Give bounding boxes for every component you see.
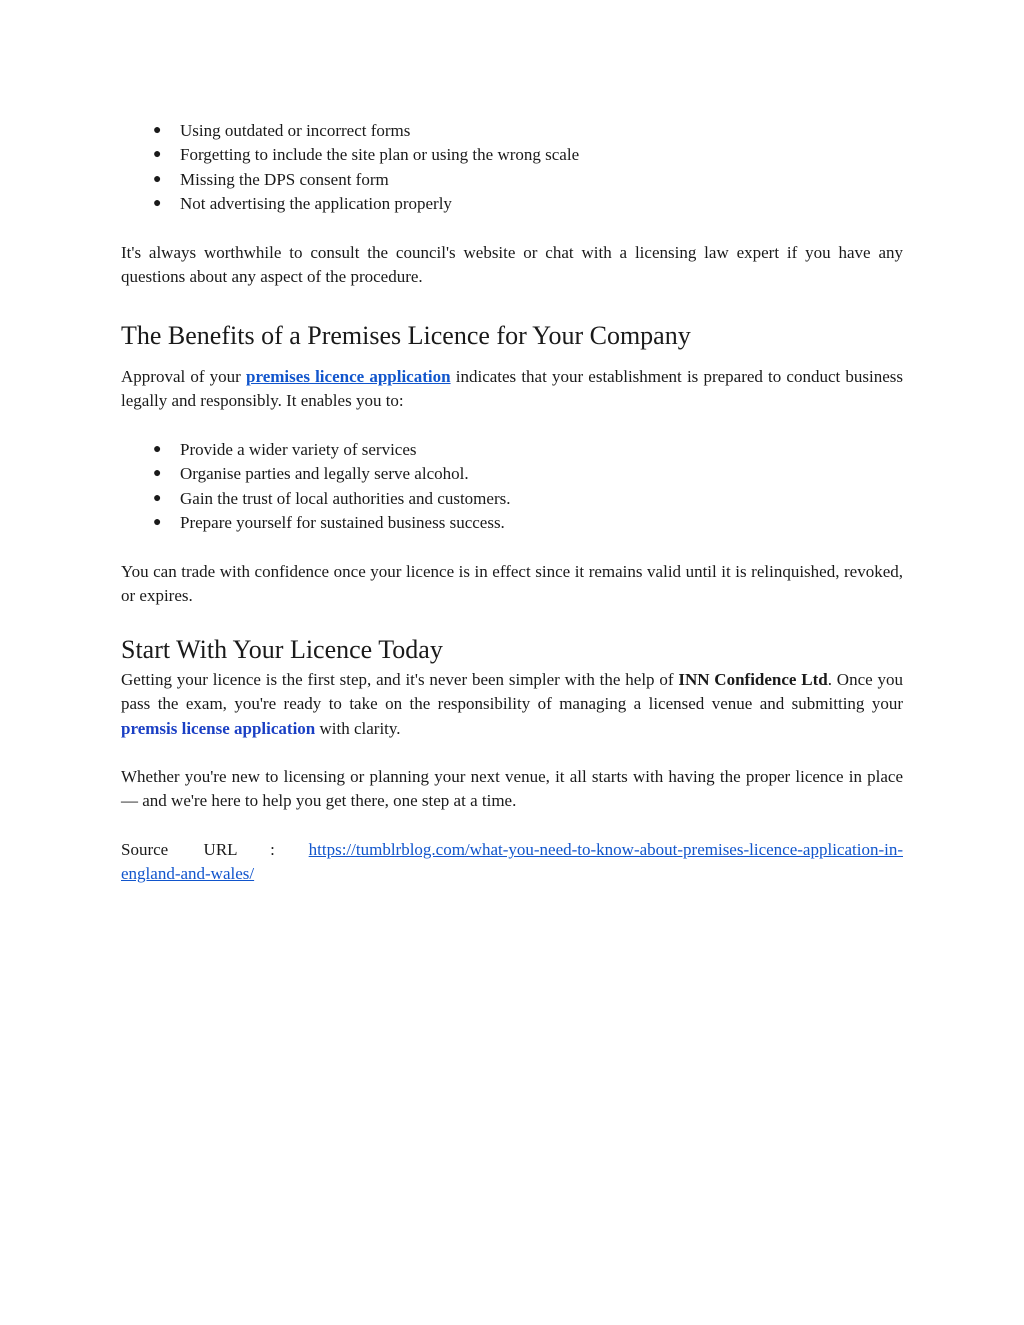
source-url-link-continued[interactable]: england-and-wales/ xyxy=(121,864,255,884)
benefits-intro-block xyxy=(121,365,903,414)
list-item: ● Using outdated or incorrect forms xyxy=(121,119,903,143)
mistakes-list xyxy=(121,119,903,217)
list-item: ● Forgetting to include the site plan or using the wrong scale xyxy=(121,143,903,167)
list-item: ● Provide a wider variety of services xyxy=(121,438,903,462)
benefits-heading: The Benefits of a Premises Licence for Your Company xyxy=(121,321,691,350)
bullet-icon: ● xyxy=(153,147,162,163)
premsis-license-application-link[interactable]: premsis license application xyxy=(121,718,316,738)
premises-licence-application-link[interactable]: premises licence application xyxy=(246,367,451,386)
bullet-icon: ● xyxy=(153,196,162,212)
mistakes-list-block xyxy=(121,119,903,217)
bullet-icon: ● xyxy=(153,442,162,457)
source-colon: : xyxy=(270,840,275,859)
benefits-heading-block xyxy=(121,321,903,351)
benefits-closing: You can trade with confidence once your licence is in effect since it remains valid until it is relinquished, revoked, or expires. xyxy=(121,562,903,606)
advice-paragraph-block xyxy=(121,241,903,290)
source-line xyxy=(121,838,903,862)
source-url-link[interactable]: https://tumblrblog.com/what-you-need-to-know-about-premises-licence-application-in- xyxy=(308,840,903,859)
list-item: ● Organise parties and legally serve alcohol. xyxy=(121,462,903,486)
start-closing: Whether you're new to licensing or planning your next venue, it all starts with having the proper licence in place — and we're here to help you get there, one step at a time. xyxy=(121,767,903,811)
benefits-closing-block xyxy=(121,560,903,609)
start-paragraph-block xyxy=(121,668,903,741)
list-item: ● Missing the DPS consent form xyxy=(121,168,903,192)
bullet-icon: ● xyxy=(153,123,162,138)
start-heading-block xyxy=(121,635,903,665)
bullet-icon: ● xyxy=(153,171,162,187)
advice-paragraph: It's always worthwhile to consult the council's website or chat with a licensing law expert if you have any questions about any aspect of the procedure. xyxy=(121,243,903,287)
source-block xyxy=(121,838,903,887)
bullet-icon: ● xyxy=(153,466,162,482)
list-item: ● Prepare yourself for sustained business success. xyxy=(121,511,903,535)
bullet-icon: ● xyxy=(153,515,162,531)
list-item: ● Not advertising the application properly xyxy=(121,192,903,216)
start-heading: Start With Your Licence Today xyxy=(121,635,443,664)
bullet-icon: ● xyxy=(153,490,162,506)
benefits-intro: Approval of your premises licence application indicates that your establishment is prepared to conduct business legally and responsibly. It enables you to: xyxy=(121,367,904,411)
start-paragraph: Getting your licence is the first step, and it's never been simpler with the help of INN Confidence Ltd. Once you pass the exam, you're ready to take on the responsibility of managing a licensed venue and submitting your premsis license application with clarity. xyxy=(121,670,903,738)
benefits-list xyxy=(121,438,903,536)
source-url-label: URL xyxy=(203,840,238,859)
benefits-list-block xyxy=(121,438,903,536)
list-item: ● Gain the trust of local authorities and customers. xyxy=(121,487,903,511)
source-label: Source xyxy=(121,840,169,859)
brand-name: INN Confidence Ltd xyxy=(678,670,828,689)
start-closing-block xyxy=(121,765,903,814)
